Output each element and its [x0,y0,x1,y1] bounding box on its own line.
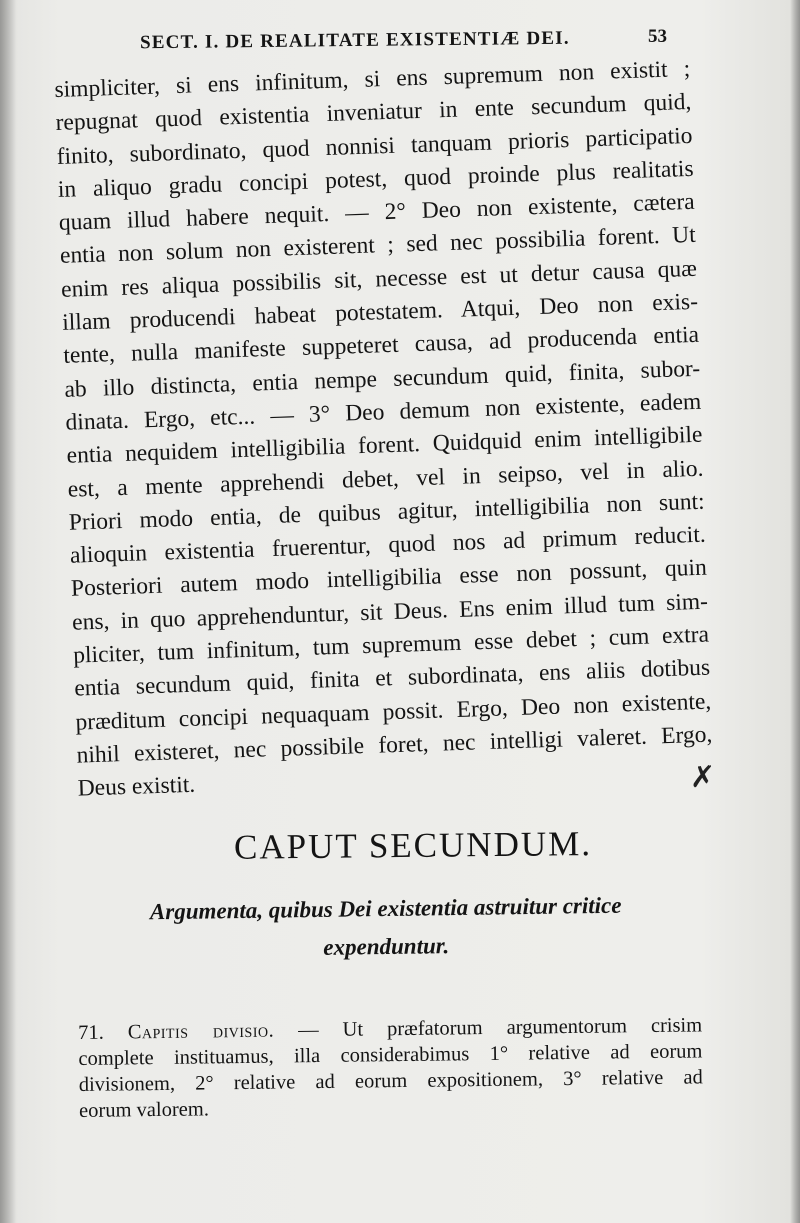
text-line: tente, nulla manifeste suppeteret causa, ad producenda entia [62,322,700,370]
text-line: illam producendi habeat potestatem. Atqui, Deo non exis- [61,288,699,336]
text-line: complete instituamus, illa considerabimus 1° relative ad eorum [78,1040,703,1070]
running-title: SECT. I. DE REALITATE EXISTENTIÆ DEI. [139,27,570,54]
section-first-line-text: — Ut præfatorum argumentorum crisim [297,1014,703,1042]
page-number: 53 [648,26,667,47]
text-line: entia secundum quid, finita et subordinata, ens aliis dotibus [73,654,711,702]
text-line: pliciter, tum infinitum, tum supremum esse debet ; cum extra [72,621,710,669]
binding-shadow [0,0,16,1223]
text-line: alioquin existentia fruerentur, quod nos ad primum reducit. [69,521,707,569]
text-line: ens, in quo apprehenduntur, sit Deus. Ens enim illud tum sim- [71,588,709,636]
text-line: præditum concipi nequaquam possit. Ergo, Deo non existente, [75,688,712,736]
text-line: entia non solum non existerent ; sed nec possibilia forent. Ut [59,222,697,270]
section-title: Capitis divisio. [127,1019,275,1044]
text-line: ab illo distincta, entia nempe secundum quid, finita, subor- [64,355,701,403]
text-line: est, a mente apprehendi debet, vel in seipso, vel in alio. [67,455,704,503]
text-line: nihil existeret, nec possibile foret, nec intelligi valeret. Ergo, [76,721,713,769]
chapter-heading: CAPUT SECUNDUM. [233,823,593,867]
chapter-subtitle-line: Argumenta, quibus Dei existentia astruitur critice [149,892,622,925]
text-line: dinata. Ergo, etc... — 3° Deo demum non existente, eadem [65,388,702,436]
text-line: quam illud habere nequit. — 2° Deo non existente, cætera [58,189,696,237]
section-number: 71. [78,1021,104,1044]
text-line: finito, subordinato, quod nonnisi tanquam prioris participatio [56,122,693,170]
body-paragraph [54,53,714,806]
chapter-subtitle [85,886,686,970]
chapter-subtitle-line: expenduntur. [323,933,450,960]
text-line: eorum valorem. [78,1098,210,1122]
page-edge [790,0,800,1223]
text-line: Priori modo entia, de quibus agitur, intelligibilia non sunt: [68,488,705,536]
text-line: Deus existit. [77,771,196,802]
margin-annotation-mark: ✗ [690,760,716,795]
text-line: repugnat quod existentia inveniatur in ente secundum quid, [55,89,692,137]
text-line: entia nequidem intelligibilia forent. Quidquid enim intelligibile [66,421,703,470]
text-line: divisionem, 2° relative ad eorum expositionem, 3° relative ad [78,1066,703,1096]
text-line: enim res aliqua possibilis sit, necesse est ut detur causa quæ [60,255,698,303]
text-line: simpliciter, si ens infinitum, si ens supremum non existit ; [54,55,691,103]
section-paragraph-71 [78,1012,703,1124]
text-line: Posteriori autem modo intelligibilia esse non possunt, quin [70,555,708,603]
text-line: in aliquo gradu concipi potest, quod proinde plus realitatis [57,155,694,203]
